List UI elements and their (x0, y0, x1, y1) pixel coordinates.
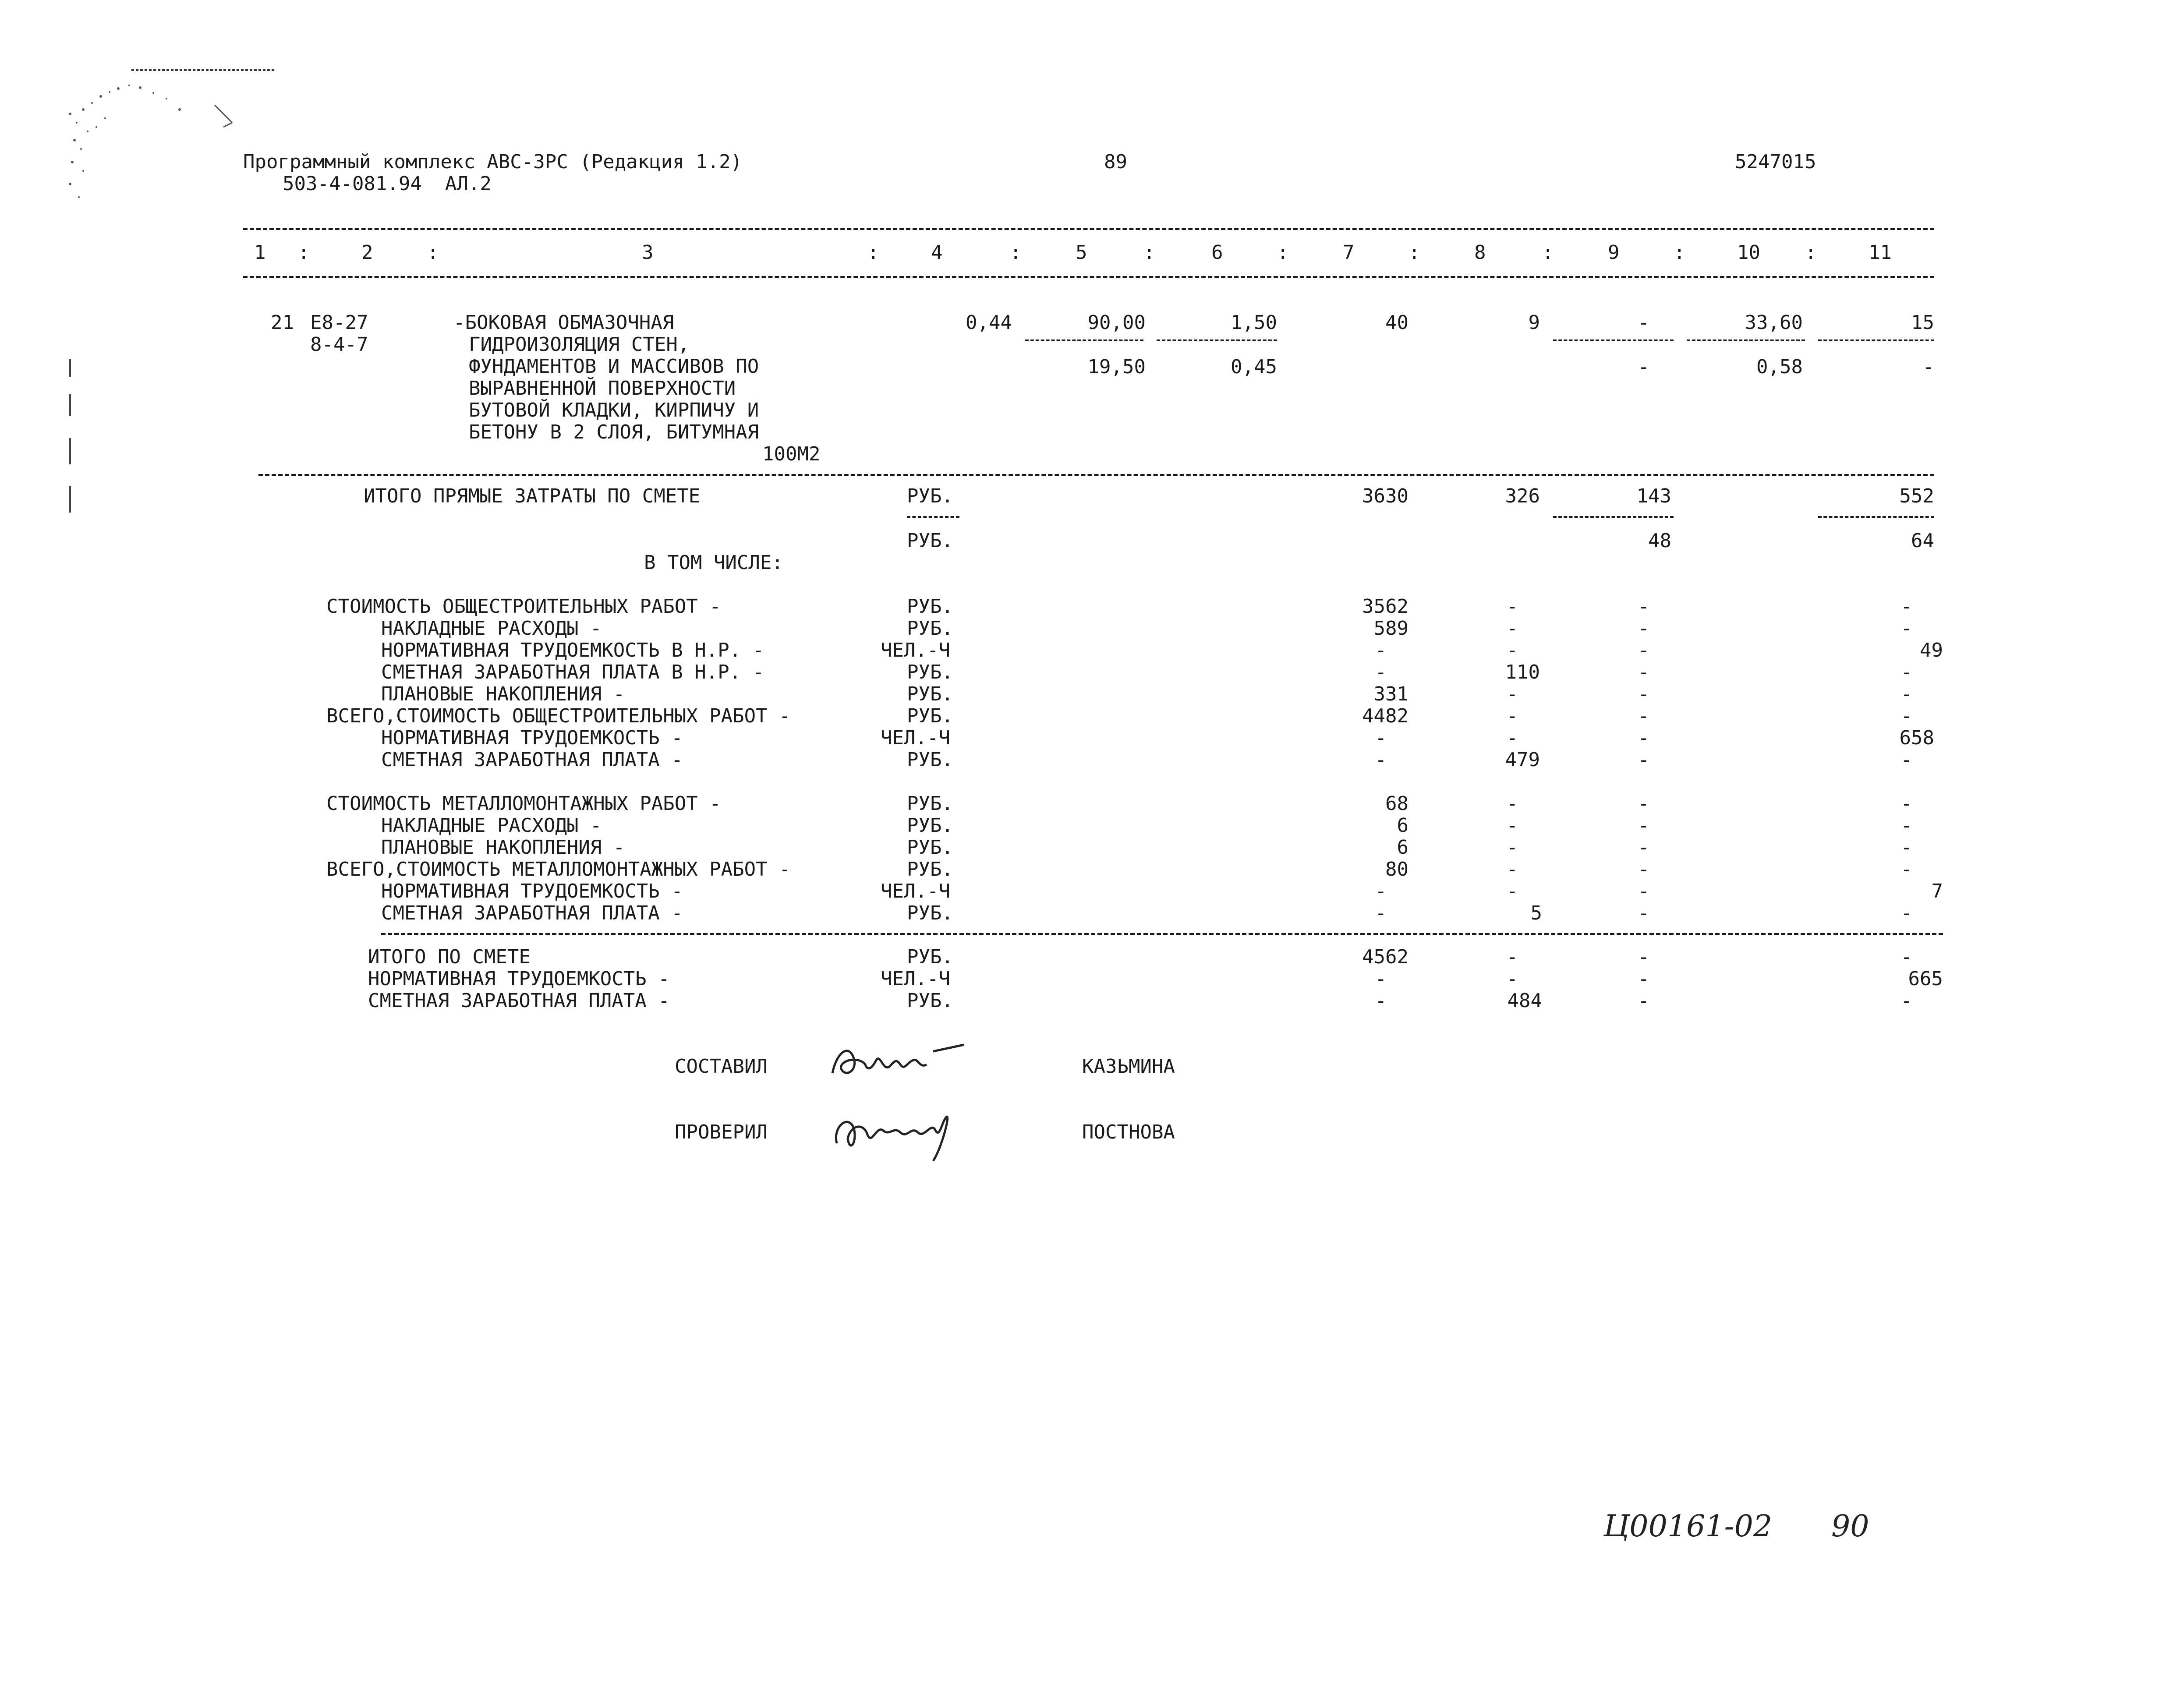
col-4: 4 (931, 241, 943, 264)
row-c7: 589 (1373, 617, 1409, 640)
total-unit: РУБ. (907, 946, 953, 968)
col-1: 1 (254, 241, 266, 264)
total-c7: 4562 (1362, 946, 1409, 968)
row-c11: - (1900, 661, 1912, 683)
row-unit: РУБ. (907, 595, 953, 618)
row-label: НАКЛАДНЫЕ РАСХОДЫ - (381, 617, 602, 640)
row-c7: - (1375, 880, 1387, 902)
row-unit: РУБ. (907, 814, 953, 837)
row-c8: - (1506, 836, 1518, 859)
handwritten-page: 90 (1831, 1509, 1869, 1544)
direct-costs-c11: 552 (1899, 485, 1934, 507)
row-c8: - (1506, 727, 1518, 749)
row-c9: - (1638, 661, 1649, 683)
row-c7: 80 (1385, 858, 1409, 881)
row-c11: - (1900, 617, 1912, 640)
row-c8: - (1506, 792, 1518, 815)
row-unit: РУБ. (907, 705, 953, 727)
row-label: СМЕТНАЯ ЗАРАБОТНАЯ ПЛАТА - (381, 902, 683, 924)
row-c9: - (1638, 683, 1649, 705)
direct-costs-c9: 143 (1636, 485, 1671, 507)
item-number: 21 (271, 311, 294, 334)
col-8: 8 (1474, 241, 1486, 264)
row-c11: - (1900, 858, 1912, 881)
item-code-1: Е8-27 (310, 311, 368, 334)
row-c9: - (1638, 858, 1649, 881)
row-c7: - (1375, 727, 1387, 749)
item-c8: 9 (1528, 311, 1540, 334)
row-label: НОРМАТИВНАЯ ТРУДОЕМКОСТЬ - (381, 727, 683, 749)
including-label: В ТОМ ЧИСЛЕ: (644, 552, 783, 574)
row-c7: 6 (1397, 836, 1409, 859)
row-unit: ЧЕЛ.-Ч (881, 727, 950, 749)
item-c5-top: 90,00 (1087, 311, 1146, 334)
total-label: ИТОГО ПО СМЕТЕ (368, 946, 531, 968)
row-c7: - (1375, 661, 1387, 683)
row-unit: РУБ. (907, 858, 953, 881)
row-c9: - (1638, 902, 1649, 924)
row-c8: 5 (1530, 902, 1542, 924)
col-9: 9 (1608, 241, 1620, 264)
item-desc-line: БУТОВОЙ КЛАДКИ, КИРПИЧУ И (469, 399, 759, 421)
document-page: Программный комплекс АВС-3РС (Редакция 1.2) 503-4-081.94 АЛ.2 89 5247015 1 : 2 : 3 : 4 : 5 : 6 : 7 : 8 : 9 : 10 : 11 21 Е8-27 8-4-7 -БОКОВАЯ ОБМАЗОЧНАЯ ГИДРОИЗОЛЯЦИЯ СТЕН, ФУНДАМЕНТОВ И МАССИВОВ ПО ВЫРАВНЕННОЙ ПОВЕРХНОСТИ БУТОВОЙ КЛАДКИ, КИРПИЧУ И БЕТОНУ В 2 СЛОЯ, БИТУМНАЯ 100М2 0,44 90,00 19,50 1,50 0,45 40 9 - - 33,60 0,58 15 - ИТОГО ПРЯМЫЕ ЗАТРАТЫ ПО СМЕТЕ РУБ. 3630 326 143 552 РУБ. 48 64 В ТОМ ЧИСЛЕ: СТОИМОСТЬ ОБЩЕСТРОИТЕЛЬНЫХ РАБОТ - РУБ. 3562 - - - НАКЛАДНЫЕ РАСХОДЫ - РУБ. 589 - - - НОРМАТИВНАЯ ТРУДОЕМКОСТЬ В Н.Р. - ЧЕЛ.-Ч - - - 49 СМЕТНАЯ ЗАРАБОТНАЯ ПЛАТА В Н.Р. - РУБ. - 110 - - ПЛАНОВЫЕ НАКОПЛЕНИЯ - РУБ. 331 - - - ВСЕГО,СТОИМОСТЬ ОБЩЕСТРОИТЕЛЬНЫХ РАБОТ - РУБ. 4482 - - - НОРМАТИВНАЯ ТРУДОЕМКОСТЬ - ЧЕЛ.-Ч - - - 658 СМЕТНАЯ ЗАРАБОТНАЯ ПЛАТА - РУБ. - 479 - - СТОИМОСТЬ МЕТАЛЛОМОНТАЖНЫХ РАБОТ - РУБ. 68 - - - НАКЛАДНЫЕ РАСХОДЫ - РУБ. 6 - - - ПЛАНОВЫЕ НАКОПЛЕНИЯ - РУБ. 6 - - - ВСЕГО,СТОИМОСТЬ МЕТАЛЛОМОНТАЖНЫХ РАБОТ - РУБ. 80 - - - НОРМАТИВНАЯ ТРУДОЕМКОСТЬ - ЧЕЛ.-Ч - - - 7 СМЕТНАЯ ЗАРАБОТНАЯ ПЛАТА - РУБ. - 5 - - ИТОГО ПО СМЕТЕ РУБ. 4562 - - - НОРМАТИВНАЯ ТРУДОЕМКОСТЬ - ЧЕЛ.-Ч - - - 665 СМЕТНАЯ ЗАРАБОТНАЯ ПЛАТА - РУБ. - 484 - - СОСТАВИЛ КАЗЬМИНА ПРОВЕРИЛ ПОСТНОВА Ц00161-02 90 (0, 0, 2180, 1708)
row-c8: - (1506, 880, 1518, 902)
item-code-2: 8-4-7 (310, 333, 368, 356)
col-2: 2 (361, 241, 373, 264)
row-label: НАКЛАДНЫЕ РАСХОДЫ - (381, 814, 602, 837)
row-label: СМЕТНАЯ ЗАРАБОТНАЯ ПЛАТА - (381, 749, 683, 771)
row-unit: РУБ. (907, 661, 953, 683)
item-desc-line: БЕТОНУ В 2 СЛОЯ, БИТУМНАЯ (469, 421, 759, 443)
compiled-by-name: КАЗЬМИНА (1082, 1055, 1175, 1078)
item-desc-line: ВЫРАВНЕННОЙ ПОВЕРХНОСТИ (469, 377, 736, 400)
total-c11: 665 (1908, 968, 1943, 990)
total-c8: - (1506, 968, 1518, 990)
signature-compiled (824, 1034, 973, 1091)
item-c10-bot: 0,58 (1756, 356, 1803, 378)
row-unit: РУБ. (907, 836, 953, 859)
item-c11-bot: - (1922, 356, 1934, 378)
row-c9: - (1638, 792, 1649, 815)
row-c11: - (1900, 792, 1912, 815)
row-c8: - (1506, 683, 1518, 705)
item-c6-bot: 0,45 (1231, 356, 1277, 378)
total-unit: РУБ. (907, 990, 953, 1012)
item-c11-top: 15 (1911, 311, 1934, 334)
row-c11: - (1900, 705, 1912, 727)
row-label: ВСЕГО,СТОИМОСТЬ МЕТАЛЛОМОНТАЖНЫХ РАБОТ - (326, 858, 791, 881)
row-c11: - (1900, 902, 1912, 924)
row-label: СТОИМОСТЬ ОБЩЕСТРОИТЕЛЬНЫХ РАБОТ - (326, 595, 721, 618)
total-c8: - (1506, 946, 1518, 968)
row-c8: - (1506, 705, 1518, 727)
row-c7: - (1375, 902, 1387, 924)
item-desc-line: ГИДРОИЗОЛЯЦИЯ СТЕН, (469, 333, 690, 356)
row-c8: - (1506, 617, 1518, 640)
col-11: 11 (1869, 241, 1892, 264)
row-unit: РУБ. (907, 902, 953, 924)
item-c10-top: 33,60 (1745, 311, 1803, 334)
direct-costs-c11b: 64 (1911, 530, 1934, 552)
row-c9: - (1638, 880, 1649, 902)
signature-checked (824, 1095, 973, 1165)
total-label: СМЕТНАЯ ЗАРАБОТНАЯ ПЛАТА - (368, 990, 670, 1012)
direct-costs-c7: 3630 (1362, 485, 1409, 507)
row-label: СТОИМОСТЬ МЕТАЛЛОМОНТАЖНЫХ РАБОТ - (326, 792, 721, 815)
item-c6-top: 1,50 (1231, 311, 1277, 334)
row-c8: 110 (1505, 661, 1540, 683)
document-number: 5247015 (1735, 151, 1816, 173)
row-unit: ЧЕЛ.-Ч (881, 880, 950, 902)
row-label: ПЛАНОВЫЕ НАКОПЛЕНИЯ - (381, 836, 625, 859)
row-c11: 7 (1931, 880, 1943, 902)
item-c9-top: - (1638, 311, 1649, 334)
row-c9: - (1638, 727, 1649, 749)
col-6: 6 (1211, 241, 1223, 264)
item-c7: 40 (1385, 311, 1409, 334)
item-unit: 100М2 (762, 443, 821, 465)
handwritten-code: Ц00161-02 (1603, 1509, 1773, 1544)
direct-costs-label: ИТОГО ПРЯМЫЕ ЗАТРАТЫ ПО СМЕТЕ (364, 485, 701, 507)
item-desc-line: -БОКОВАЯ ОБМАЗОЧНАЯ (453, 311, 674, 334)
total-c8: 484 (1507, 990, 1542, 1012)
row-c8: - (1506, 639, 1518, 661)
row-label: НОРМАТИВНАЯ ТРУДОЕМКОСТЬ В Н.Р. - (381, 639, 764, 661)
row-c11: - (1900, 836, 1912, 859)
row-c9: - (1638, 595, 1649, 618)
document-code: 503-4-081.94 АЛ.2 (283, 173, 492, 195)
row-c7: - (1375, 639, 1387, 661)
item-c9-bot: - (1638, 356, 1649, 378)
col-5: 5 (1076, 241, 1087, 264)
row-c11: - (1900, 749, 1912, 771)
total-label: НОРМАТИВНАЯ ТРУДОЕМКОСТЬ - (368, 968, 670, 990)
col-10: 10 (1737, 241, 1760, 264)
header-rule-bottom (243, 276, 1934, 278)
total-c9: - (1638, 990, 1649, 1012)
row-c9: - (1638, 639, 1649, 661)
total-unit: ЧЕЛ.-Ч (881, 968, 950, 990)
total-c9: - (1638, 946, 1649, 968)
row-c7: 4482 (1362, 705, 1409, 727)
item-c5-bot: 19,50 (1087, 356, 1146, 378)
checked-by-name: ПОСТНОВА (1082, 1121, 1175, 1143)
row-c11: 658 (1899, 727, 1934, 749)
row-c11: 49 (1920, 639, 1943, 661)
header-rule-top (243, 228, 1934, 230)
row-label: НОРМАТИВНАЯ ТРУДОЕМКОСТЬ - (381, 880, 683, 902)
total-c7: - (1375, 990, 1387, 1012)
row-c9: - (1638, 705, 1649, 727)
row-c9: - (1638, 749, 1649, 771)
item-qty: 0,44 (966, 311, 1012, 334)
row-c7: 68 (1385, 792, 1409, 815)
direct-costs-unit2: РУБ. (907, 530, 953, 552)
totals-rule (381, 933, 1943, 935)
compiled-by-label: СОСТАВИЛ (675, 1055, 768, 1078)
checked-by-label: ПРОВЕРИЛ (675, 1121, 768, 1143)
total-c7: - (1375, 968, 1387, 990)
row-c8: - (1506, 858, 1518, 881)
total-c11: - (1900, 990, 1912, 1012)
item-desc-line: ФУНДАМЕНТОВ И МАССИВОВ ПО (469, 355, 759, 378)
item-rule (258, 474, 1934, 476)
row-label: СМЕТНАЯ ЗАРАБОТНАЯ ПЛАТА В Н.Р. - (381, 661, 764, 683)
row-c8: - (1506, 814, 1518, 837)
page-number: 89 (1104, 151, 1127, 173)
row-c9: - (1638, 814, 1649, 837)
row-c11: - (1900, 814, 1912, 837)
margin-marks (66, 359, 79, 517)
program-title: Программный комплекс АВС-3РС (Редакция 1.2) (243, 151, 743, 173)
scan-artifact (57, 61, 285, 228)
row-c11: - (1900, 595, 1912, 618)
row-unit: ЧЕЛ.-Ч (881, 639, 950, 661)
row-c9: - (1638, 617, 1649, 640)
direct-costs-c8: 326 (1505, 485, 1540, 507)
row-unit: РУБ. (907, 683, 953, 705)
row-c7: - (1375, 749, 1387, 771)
row-c7: 3562 (1362, 595, 1409, 618)
row-c11: - (1900, 683, 1912, 705)
total-c9: - (1638, 968, 1649, 990)
row-unit: РУБ. (907, 749, 953, 771)
row-label: ВСЕГО,СТОИМОСТЬ ОБЩЕСТРОИТЕЛЬНЫХ РАБОТ - (326, 705, 791, 727)
row-c8: 479 (1505, 749, 1540, 771)
direct-costs-unit: РУБ. (907, 485, 953, 507)
row-c9: - (1638, 836, 1649, 859)
col-7: 7 (1343, 241, 1355, 264)
total-c11: - (1900, 946, 1912, 968)
row-c7: 331 (1373, 683, 1409, 705)
direct-costs-c9b: 48 (1648, 530, 1671, 552)
row-unit: РУБ. (907, 617, 953, 640)
row-c8: - (1506, 595, 1518, 618)
row-label: ПЛАНОВЫЕ НАКОПЛЕНИЯ - (381, 683, 625, 705)
row-unit: РУБ. (907, 792, 953, 815)
row-c7: 6 (1397, 814, 1409, 837)
col-3: 3 (642, 241, 654, 264)
